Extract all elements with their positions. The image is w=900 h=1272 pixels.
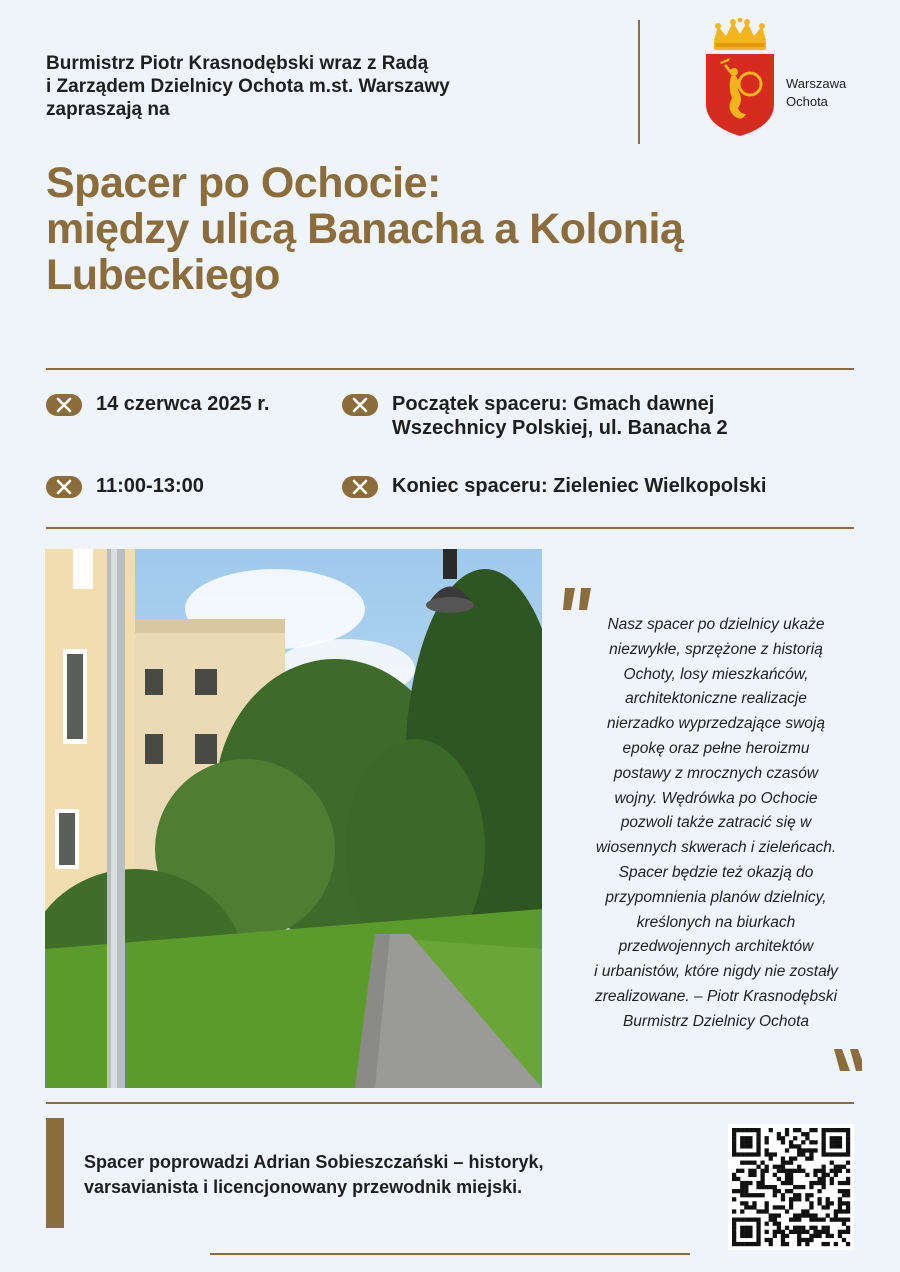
quote-line: przedwojennych architektów bbox=[618, 938, 814, 956]
guide-line-2: varsavianista i licencjonowany przewodnik miejski. bbox=[84, 1177, 523, 1197]
mayor-quote bbox=[566, 613, 866, 1035]
brand-district: Ochota bbox=[786, 94, 828, 109]
quote-line: i urbanistów, które nigdy nie zostały bbox=[594, 963, 838, 981]
header-divider bbox=[638, 20, 640, 144]
warsaw-coat-of-arms-icon bbox=[702, 18, 778, 140]
bullet-x-icon bbox=[46, 476, 82, 498]
quote-line: Burmistrz Dzielnicy Ochota bbox=[622, 1012, 810, 1030]
event-time: 11:00-13:00 bbox=[96, 475, 204, 497]
quote-open-icon bbox=[563, 588, 595, 610]
intro-line-2: i Zarządem Dzielnicy Ochota m.st. Warszawy bbox=[46, 76, 450, 97]
start-line-2: Wszechnicy Polskiej, ul. Banacha 2 bbox=[392, 417, 728, 439]
quote-line: architektoniczne realizacje bbox=[625, 690, 807, 708]
quote-line: postawy z mrocznych czasów bbox=[613, 764, 819, 782]
intro-line-1: Burmistrz Piotr Krasnodębski wraz z Radą bbox=[46, 53, 429, 74]
quote-line: wojny. Wędrówka po Ochocie bbox=[614, 789, 818, 807]
quote-line: nierzadko wyprzedzające swoją bbox=[607, 715, 825, 733]
event-date: 14 czerwca 2025 r. bbox=[96, 393, 270, 415]
end-location: Koniec spaceru: Zieleniec Wielkopolski bbox=[392, 475, 767, 497]
event-title bbox=[46, 160, 826, 298]
divider-middle bbox=[46, 527, 854, 529]
bullet-x-icon bbox=[46, 394, 82, 416]
quote-line: przypomnienia planów dzielnicy, bbox=[605, 888, 827, 906]
street-photo bbox=[45, 549, 542, 1088]
brand-city: Warszawa bbox=[786, 76, 847, 91]
guide-accent-bar bbox=[46, 1118, 64, 1228]
quote-line: Nasz spacer po dzielnicy ukaże bbox=[607, 616, 825, 633]
quote-line: Spacer będzie też okazją do bbox=[618, 863, 814, 881]
quote-close-icon bbox=[830, 1049, 862, 1071]
divider-top bbox=[46, 368, 854, 370]
bullet-x-icon bbox=[342, 476, 378, 498]
bullet-x-icon bbox=[342, 394, 378, 416]
title-line-1: Spacer po Ochocie: bbox=[46, 159, 441, 207]
district-brand bbox=[786, 75, 846, 111]
quote-line: Ochoty, losy mieszkańców, bbox=[623, 665, 809, 683]
footer-rule bbox=[210, 1253, 690, 1255]
organizer-intro bbox=[46, 52, 606, 121]
title-line-2: między ulicą Banacha a Kolonią bbox=[46, 205, 684, 253]
quote-line: pozwoli także zatracić się w bbox=[620, 814, 812, 832]
quote-line: wiosennych skwerach i zieleńcach. bbox=[595, 839, 837, 857]
quote-line: niezwykłe, sprzężone z historią bbox=[609, 640, 823, 658]
intro-line-3: zapraszają na bbox=[46, 99, 170, 120]
guide-line-1: Spacer poprowadzi Adrian Sobieszczański – historyk, bbox=[84, 1152, 544, 1172]
start-location bbox=[392, 392, 728, 440]
title-line-3: Lubeckiego bbox=[46, 251, 280, 299]
divider-bottom bbox=[46, 1102, 854, 1104]
guide-info bbox=[84, 1150, 704, 1200]
quote-line: epokę oraz pełne heroizmu bbox=[622, 739, 810, 757]
start-line-1: Początek spaceru: Gmach dawnej bbox=[392, 393, 715, 415]
quote-line: zrealizowane. – Piotr Krasnodębski bbox=[594, 987, 838, 1005]
qr-code-icon[interactable] bbox=[728, 1124, 854, 1250]
quote-line: kreślonych na biurkach bbox=[636, 913, 796, 931]
